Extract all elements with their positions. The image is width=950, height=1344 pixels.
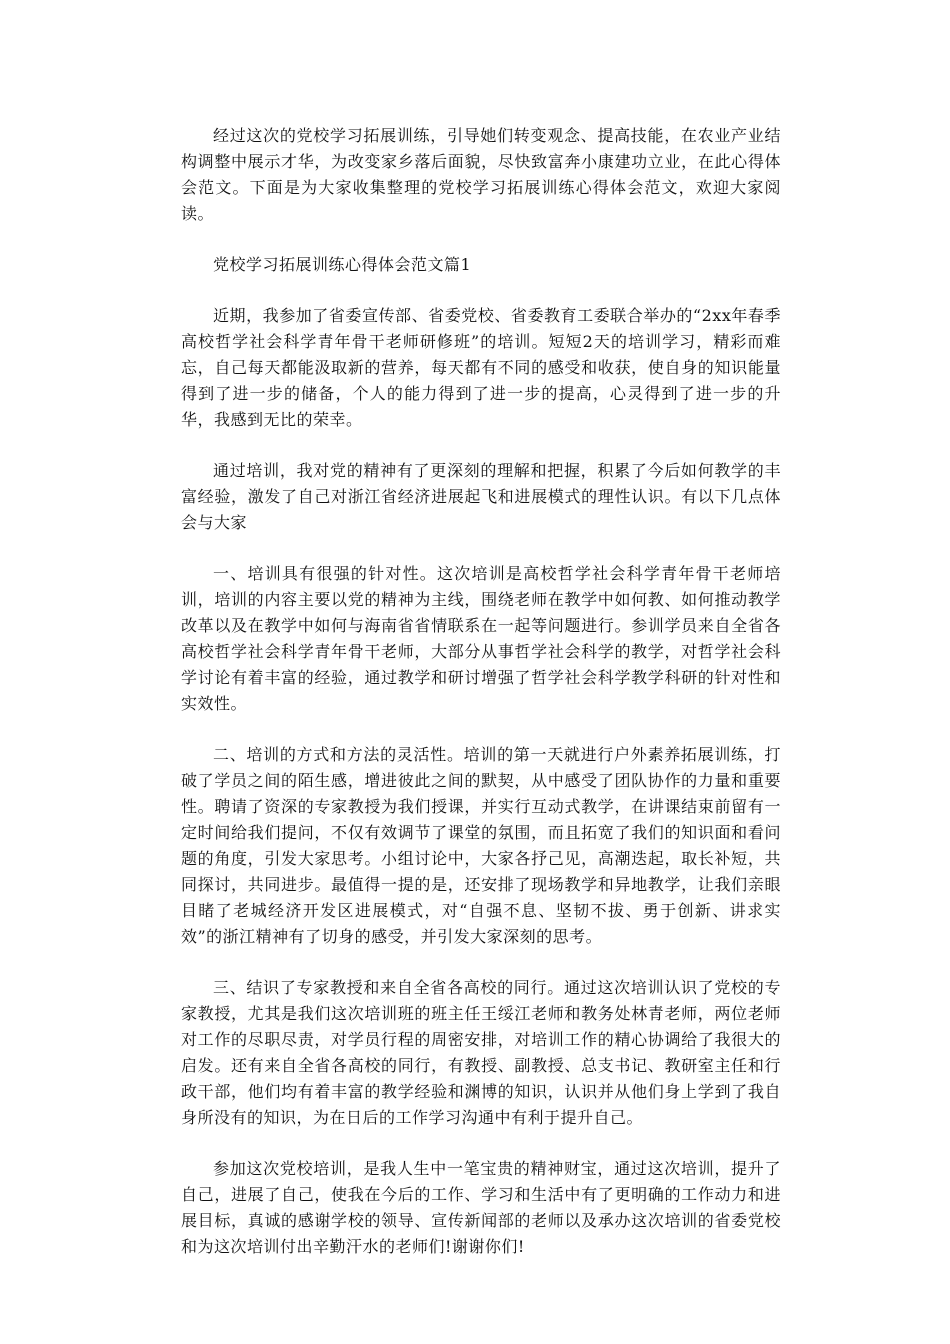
body-paragraph-1: 近期，我参加了省委宣传部、省委党校、省委教育工委联合举办的“2xx年春季高校哲学社会科学青年骨干老师研修班”的培训。短短2天的培训学习，精彩而难忘，自己每天都能汲取新的营养，每天都有不同的感受和收获，使自身的知识能量得到了进一步的储备，个人的能力得到了进一步的提高，心灵得到了进一步的升华，我感到无比的荣幸。 (181, 306, 781, 429)
body-paragraph-5: 三、结识了专家教授和来自全省各高校的同行。通过这次培训认识了党校的专家教授，尤其是我们这次培训班的班主任王绥江老师和教务处林青老师，两位老师对工作的尽职尽责，对学员行程的周密安排，对培训工作的精心协调给了我很大的启发。还有来自全省各高校的同行，有教授、副教授、总支书记、教研室主任和行政干部，他们均有着丰富的教学经验和渊博的知识，认识并从他们身上学到了我自身所没有的知识，为在日后的工作学习沟通中有利于提升自己。 (181, 978, 781, 1127)
document-body (181, 123, 781, 1285)
intro-paragraph: 经过这次的党校学习拓展训练，引导她们转变观念、提高技能，在农业产业结构调整中展示才华，为改变家乡落后面貌，尽快致富奔小康建功立业，在此心得体会范文。下面是为大家收集整理的党校学习拓展训练心得体会范文，欢迎大家阅读。 (181, 126, 781, 223)
article-title: 党校学习拓展训练心得体会范文篇1 (213, 255, 472, 274)
body-paragraph-6: 参加这次党校培训，是我人生中一笔宝贵的精神财宝，通过这次培训，提升了自己，进展了自己，使我在今后的工作、学习和生活中有了更明确的工作动力和进展目标，真诚的感谢学校的领导、宣传新闻部的老师以及承办这次培训的省委党校和为这次培训付出辛勤汗水的老师们!谢谢你们! (181, 1159, 781, 1256)
body-paragraph-2: 通过培训，我对党的精神有了更深刻的理解和把握，积累了今后如何教学的丰富经验，激发了自己对浙江省经济进展起飞和进展模式的理性认识。有以下几点体会与大家 (181, 461, 781, 532)
body-paragraph-3: 一、培训具有很强的针对性。这次培训是高校哲学社会科学青年骨干老师培训，培训的内容主要以党的精神为主线，围绕老师在教学中如何教、如何推动教学改革以及在教学中如何与海南省省情联系在一起等问题进行。参训学员来自全省各高校哲学社会科学青年骨干老师，大部分从事哲学社会科学的教学，对哲学社会科学讨论有着丰富的经验，通过教学和研讨增强了哲学社会科学教学科研的针对性和实效性。 (181, 564, 781, 713)
body-paragraph-4: 二、培训的方式和方法的灵活性。培训的第一天就进行户外素养拓展训练，打破了学员之间的陌生感，增进彼此之间的默契，从中感受了团队协作的力量和重要性。聘请了资深的专家教授为我们授课，并实行互动式教学，在讲课结束前留有一定时间给我们提问，不仅有效调节了课堂的氛围，而且拓宽了我们的知识面和看问题的角度，引发大家思考。小组讨论中，大家各抒己见，高潮迭起，取长补短，共同探讨，共同进步。最值得一提的是，还安排了现场教学和异地教学，让我们亲眼目睹了老城经济开发区进展模式，对“自强不息、坚韧不拔、勇于创新、讲求实效”的浙江精神有了切身的感受，并引发大家深刻的思考。 (181, 745, 781, 946)
